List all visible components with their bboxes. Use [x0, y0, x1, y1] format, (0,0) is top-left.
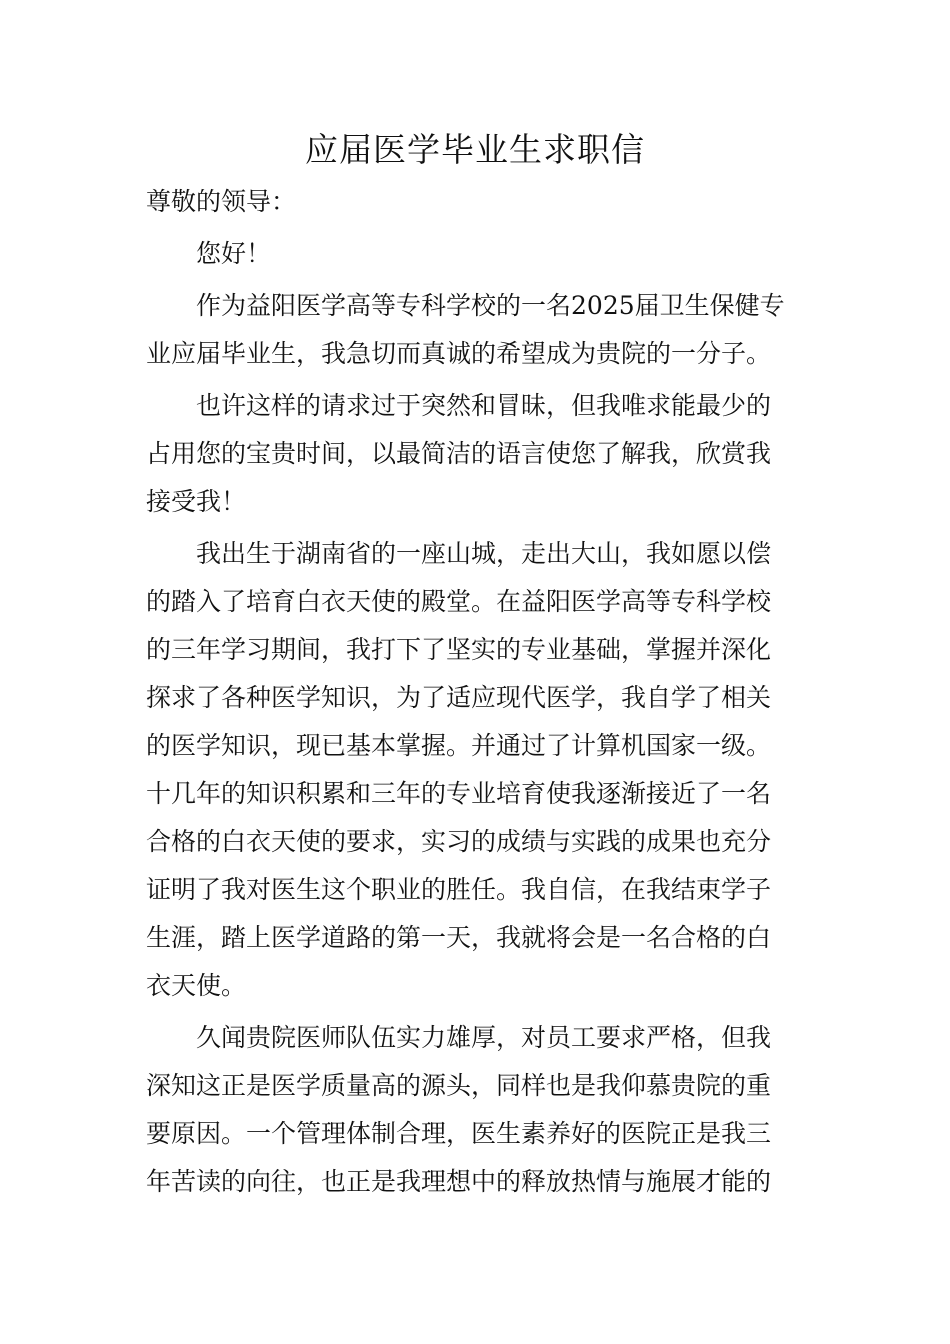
paragraph-line: 年苦读的向往，也正是我理想中的释放热情与施展才能的 — [146, 1167, 772, 1196]
salutation: 尊敬的领导： — [146, 187, 297, 216]
letter-body — [146, 178, 806, 1206]
paragraph-line: 接受我！ — [146, 487, 247, 516]
paragraph-line: 业应届毕业生，我急切而真诚的希望成为贵院的一分子。 — [146, 339, 772, 368]
paragraph-line: 要原因。一个管理体制合理，医生素养好的医院正是我三 — [146, 1119, 772, 1148]
paragraph-line: 我出生于湖南省的一座山城，走出大山，我如愿以偿 — [196, 539, 772, 568]
paragraph-line: 作为益阳医学高等专科学校的一名2025届卫生保健专 — [196, 291, 785, 320]
paragraph-line: 证明了我对医生这个职业的胜任。我自信，在我结束学子 — [146, 875, 772, 904]
paragraph-1 — [146, 282, 806, 378]
paragraph-line: 生涯，踏上医学道路的第一天，我就将会是一名合格的白 — [146, 923, 772, 952]
paragraph-line: 的医学知识，现已基本掌握。并通过了计算机国家一级。 — [146, 731, 772, 760]
paragraph-line: 的三年学习期间，我打下了坚实的专业基础，掌握并深化 — [146, 635, 772, 664]
paragraph-line: 久闻贵院医师队伍实力雄厚，对员工要求严格，但我 — [196, 1023, 772, 1052]
paragraph-3 — [146, 530, 806, 1010]
paragraph-line: 合格的白衣天使的要求，实习的成绩与实践的成果也充分 — [146, 827, 772, 856]
paragraph-line: 也许这样的请求过于突然和冒昧，但我唯求能最少的 — [196, 391, 772, 420]
paragraph-4 — [146, 1014, 806, 1206]
paragraph-line: 探求了各种医学知识，为了适应现代医学，我自学了相关 — [146, 683, 772, 712]
document-title: 应届医学毕业生求职信 — [305, 130, 645, 169]
paragraph-line: 的踏入了培育白衣天使的殿堂。在益阳医学高等专科学校 — [146, 587, 772, 616]
paragraph-line: 十几年的知识积累和三年的专业培育使我逐渐接近了一名 — [146, 779, 772, 808]
paragraph-line: 衣天使。 — [146, 971, 247, 1000]
paragraph-2 — [146, 382, 806, 526]
paragraph-line: 占用您的宝贵时间，以最简洁的语言使您了解我，欣赏我 — [146, 439, 772, 468]
paragraph-line: 深知这正是医学质量高的源头，同样也是我仰慕贵院的重 — [146, 1071, 772, 1100]
greeting: 您好！ — [196, 239, 272, 268]
